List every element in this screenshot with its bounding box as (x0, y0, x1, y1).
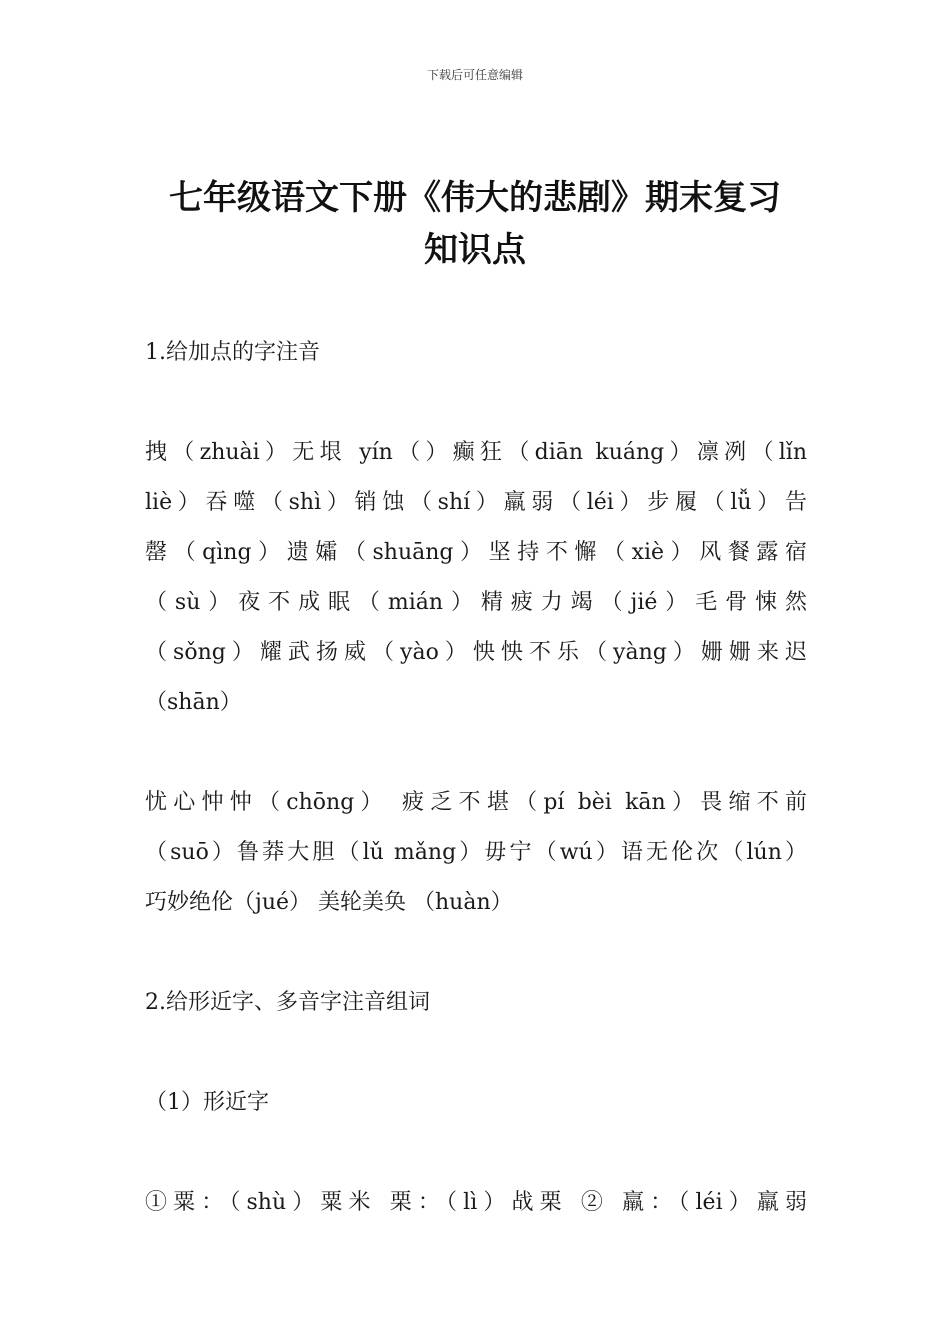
document-body (145, 328, 807, 1228)
para1-line-1: 拽（zhuài）无垠 yín（）癫狂（diān kuáng）凛冽（lǐn (145, 440, 807, 465)
para1-line-3: 罄（qìng）遗孀（shuāng）坚持不懈（xiè）风餐露宿 (145, 540, 807, 565)
section-heading-2: 2.给形近字、多音字注音组词 (145, 990, 430, 1015)
para2-line-1: 忧心忡忡（chōng） 疲乏不堪（pí bèi kān）畏缩不前 (145, 790, 807, 815)
title-line-1: 七年级语文下册《伟大的悲剧》期末复习 (169, 178, 781, 218)
para1-line-4: （sù）夜不成眠（mián）精疲力竭（jié）毛骨悚然 (145, 590, 807, 615)
para1-line-2: liè）吞噬（shì）销蚀（shí）羸弱（léi）步履（lǚ）告 (145, 490, 807, 515)
section-heading-1: 1.给加点的字注音 (145, 340, 320, 365)
title-line-2: 知识点 (424, 230, 526, 270)
subsection-heading: （1）形近字 (145, 1090, 269, 1115)
item-line: ①粟：（shù）粟米 栗：（lì）战栗 ② 羸：（léi）羸弱 (145, 1190, 807, 1215)
para1-line-6: （shān） (145, 690, 242, 715)
para2-line-3: 巧妙绝伦（jué） 美轮美奂 （huàn） (145, 890, 513, 915)
para2-line-2: （suō）鲁莽大胆（lǔ mǎng）毋宁（wú）语无伦次（lún） (145, 840, 807, 865)
document-title (150, 172, 800, 276)
header-note: 下载后可任意编辑 (426, 68, 523, 82)
para1-line-5: （sǒng）耀武扬威（yào）怏怏不乐（yàng）姗姗来迟 (145, 640, 807, 665)
